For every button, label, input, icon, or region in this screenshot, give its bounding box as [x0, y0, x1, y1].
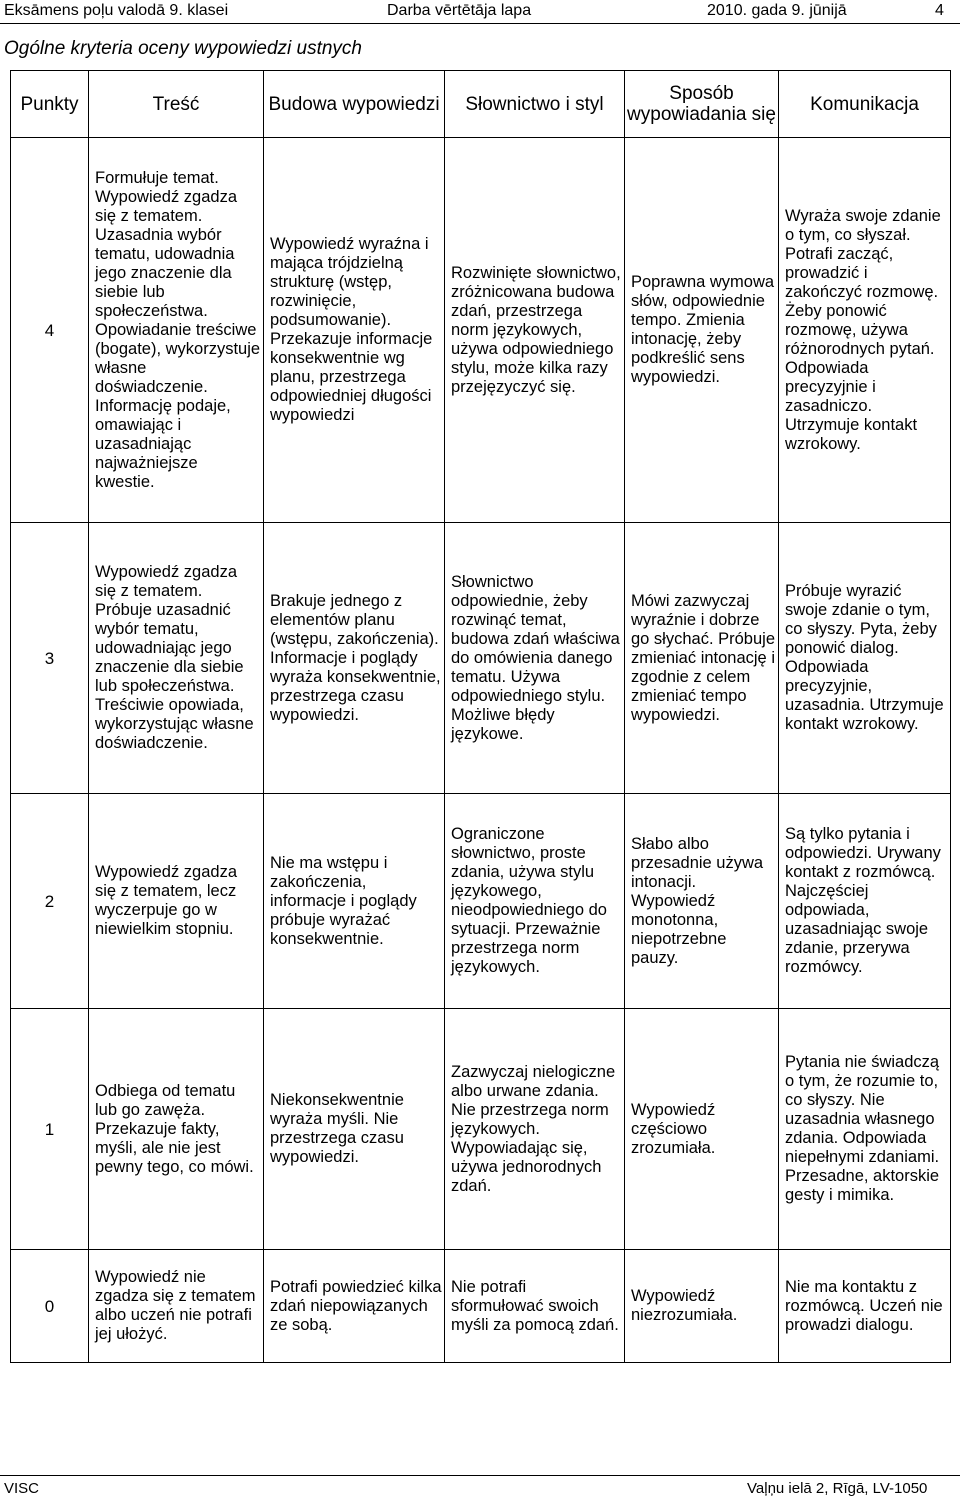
table-row	[11, 138, 951, 523]
delivery-cell: Mówi zazwyczaj wyraźnie i dobrze go słychać. Próbuje zmieniać intonację i zgodnie z celem zmieniać tempo wypowiedzi.	[625, 523, 779, 794]
table-row	[11, 1250, 951, 1363]
vocabulary-cell: Ograniczone słownictwo, proste zdania, używa stylu językowego, nieodpowiedniego do sytuacji. Przeważnie przestrzega norm językowych.	[445, 794, 625, 1009]
communication-cell: Nie ma kontaktu z rozmówcą. Uczeń nie prowadzi dialogu.	[779, 1250, 951, 1363]
column-header-delivery: Sposób wypowiadania się	[625, 71, 779, 138]
structure-cell: Wypowiedź wyraźna i mająca trójdzielną strukturę (wstęp, rozwinięcie, podsumowanie). Przekazuje informacje konsekwentnie wg planu, przestrzega odpowiedniej długości wypowiedzi	[264, 138, 445, 523]
content-cell: Formułuje temat. Wypowiedź zgadza się z tematem. Uzasadnia wybór tematu, udowadnia jego znaczenie dla siebie lub społeczeństwa. Opowiadanie treściwe (bogate), wykorzystuje własne doświadczenie. Informację podaje, omawiając i uzasadniając najważniejsze kwestie.	[89, 138, 264, 523]
points-cell: 0	[11, 1250, 89, 1363]
footer-address: Vaļņu ielā 2, Rīgā, LV-1050	[747, 1480, 928, 1497]
table-row	[11, 794, 951, 1009]
page-header	[0, 0, 960, 22]
header-exam-title: Eksāmens poļu valodā 9. klasei	[4, 2, 229, 19]
delivery-cell: Wypowiedź częściowo zrozumiała.	[625, 1009, 779, 1250]
table-row	[11, 523, 951, 794]
header-date: 2010. gada 9. jūnijā	[707, 2, 847, 19]
footer-organization: VISC	[4, 1480, 40, 1497]
content-cell: Wypowiedź zgadza się z tematem, lecz wyczerpuje go w niewielkim stopniu.	[89, 794, 264, 1009]
points-cell: 4	[11, 138, 89, 523]
footer-rule	[0, 1475, 960, 1476]
column-header-points: Punkty	[11, 71, 89, 138]
table-row	[11, 1009, 951, 1250]
content-cell: Odbiega od tematu lub go zawęża. Przekazuje fakty, myśli, ale nie jest pewny tego, co mówi.	[89, 1009, 264, 1250]
column-header-vocabulary: Słownictwo i styl	[445, 71, 625, 138]
vocabulary-cell: Rozwinięte słownictwo, zróżnicowana budowa zdań, przestrzega norm językowych, używa odpowiedniego stylu, może kilka razy przejęzyczyć się.	[445, 138, 625, 523]
communication-cell: Są tylko pytania i odpowiedzi. Urywany kontakt z rozmówcą. Najczęściej odpowiada, uzasadniając swoje zdanie, przerywa rozmówcy.	[779, 794, 951, 1009]
structure-cell: Potrafi powiedzieć kilka zdań niepowiązanych ze sobą.	[264, 1250, 445, 1363]
delivery-cell: Poprawna wymowa słów, odpowiednie tempo. Zmienia intonację, żeby podkreślić sens wypowiedzi.	[625, 138, 779, 523]
points-cell: 3	[11, 523, 89, 794]
structure-cell: Brakuje jednego z elementów planu (wstępu, zakończenia). Informacje i poglądy wyraża konsekwentnie, przestrzega czasu wypowiedzi.	[264, 523, 445, 794]
content-cell: Wypowiedź nie zgadza się z tematem albo uczeń nie potrafi jej ułożyć.	[89, 1250, 264, 1363]
communication-cell: Pytania nie świadczą o tym, że rozumie to, co słyszy. Nie uzasadnia własnego zdania. Odpowiada niepełnymi zdaniami. Przesadne, aktorskie gesty i mimika.	[779, 1009, 951, 1250]
points-cell: 2	[11, 794, 89, 1009]
communication-cell: Próbuje wyrazić swoje zdanie o tym, co słyszy. Pyta, żeby ponowić dialog. Odpowiada precyzyjnie, uzasadnia. Utrzymuje kontakt wzrokowy.	[779, 523, 951, 794]
points-cell: 1	[11, 1009, 89, 1250]
structure-cell: Nie ma wstępu i zakończenia, informacje i poglądy próbuje wyrażać konsekwentnie.	[264, 794, 445, 1009]
structure-cell: Niekonsekwentnie wyraża myśli. Nie przestrzega czasu wypowiedzi.	[264, 1009, 445, 1250]
column-header-communication: Komunikacja	[779, 71, 951, 138]
header-page-number: 4	[935, 2, 944, 19]
vocabulary-cell: Słownictwo odpowiednie, żeby rozwinąć temat, budowa zdań właściwa do omówienia danego tematu. Używa odpowiedniego stylu. Możliwe błędy językowe.	[445, 523, 625, 794]
column-header-structure: Budowa wypowiedzi	[264, 71, 445, 138]
column-header-content: Treść	[89, 71, 264, 138]
page-title: Ogólne kryteria oceny wypowiedzi ustnych	[4, 38, 363, 59]
vocabulary-cell: Zazwyczaj nielogiczne albo urwane zdania. Nie przestrzega norm językowych. Wypowiadając się, używa jednorodnych zdań.	[445, 1009, 625, 1250]
header-rule	[0, 23, 960, 24]
content-cell: Wypowiedź zgadza się z tematem. Próbuje uzasadnić wybór tematu, udowadniając jego znaczenie dla siebie lub społeczeństwa. Treściwie opowiada, wykorzystując własne doświadczenie.	[89, 523, 264, 794]
communication-cell: Wyraża swoje zdanie o tym, co słyszał. Potrafi zacząć, prowadzić i zakończyć rozmowę. Żeby ponowić rozmowę, używa różnorodnych pytań. Odpowiada precyzyjnie i zasadniczo. Utrzymuje kontakt wzrokowy.	[779, 138, 951, 523]
vocabulary-cell: Nie potrafi sformułować swoich myśli za pomocą zdań.	[445, 1250, 625, 1363]
delivery-cell: Wypowiedź niezrozumiała.	[625, 1250, 779, 1363]
criteria-table	[10, 70, 951, 1363]
table-header-row	[11, 71, 951, 138]
delivery-cell: Słabo albo przesadnie używa intonacji. Wypowiedź monotonna, niepotrzebne pauzy.	[625, 794, 779, 1009]
header-sheet-name: Darba vērtētāja lapa	[387, 2, 532, 19]
